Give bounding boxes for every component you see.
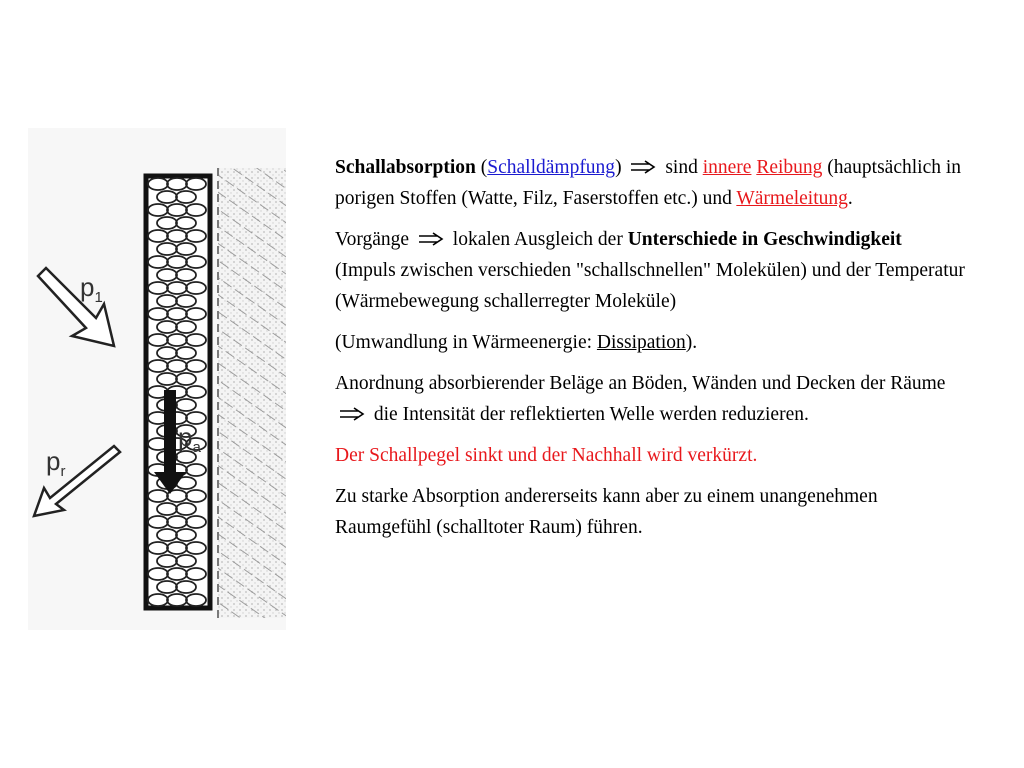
text-close: ). [685,332,698,353]
implies-arrow-icon [338,407,366,421]
paragraph-absorption-definition [335,152,965,214]
text-vorgaenge: Vorgänge [335,229,410,250]
text-umwandlung: (Umwandlung in Wärmeenergie: [335,332,597,353]
text-anordnung: Anordnung absorbierender Beläge an Böden, Wänden und Decken der Räume [335,373,946,394]
paragraph-too-much-absorption: Zu starke Absorption andererseits kann aber zu einem unangenehmen Raumgefühl (schalltoter Raum) führen. [335,486,878,538]
text-porige-stoffe: (hauptsächlich in porigen Stoffen (Watte, Filz, Faserstoffen etc.) und [335,157,962,209]
term-unterschiede: Unterschiede in Geschwindigkeit [627,229,902,250]
link-reibung[interactable]: Reibung [756,157,823,178]
text-intensitaet: die Intensität der reflektierten Welle werden reduzieren. [369,404,809,425]
implies-arrow-icon [629,160,657,174]
term-schallabsorption: Schallabsorption [335,157,476,178]
paragraph-dissipation [335,327,965,358]
label-pr: $p_r$ [46,446,66,480]
text-sind: sind [660,157,703,178]
close-paren: ) [615,157,622,178]
absorber-wall-diagram [28,128,286,630]
paragraph-arrangement [335,368,965,430]
label-p1: $p_1$ [80,272,103,306]
link-waermeleitung[interactable]: Wärmeleitung [736,188,848,209]
text-impuls-temperatur: (Impuls zwischen verschieden "schallschnellen" Molekülen) und der Temperatur (Wärmebewegung schallerregter Moleküle) [335,260,965,312]
text-ausgleich: lokalen Ausgleich der [447,229,628,250]
absorber-illustration [28,128,286,630]
paragraph-processes [335,224,965,317]
period: . [847,188,853,209]
link-innere[interactable]: innere [702,157,752,178]
label-pa: $p_a$ [178,422,201,456]
link-schalldaempfung[interactable]: Schalldämpfung [487,157,616,178]
link-dissipation[interactable]: Dissipation [596,332,686,353]
paragraph-schallpegel: Der Schallpegel sinkt und der Nachhall wird verkürzt. [335,445,758,466]
wall-hatching [218,168,286,618]
text-block [335,152,965,553]
implies-arrow-icon [417,232,445,246]
open-paren: ( [475,157,488,178]
